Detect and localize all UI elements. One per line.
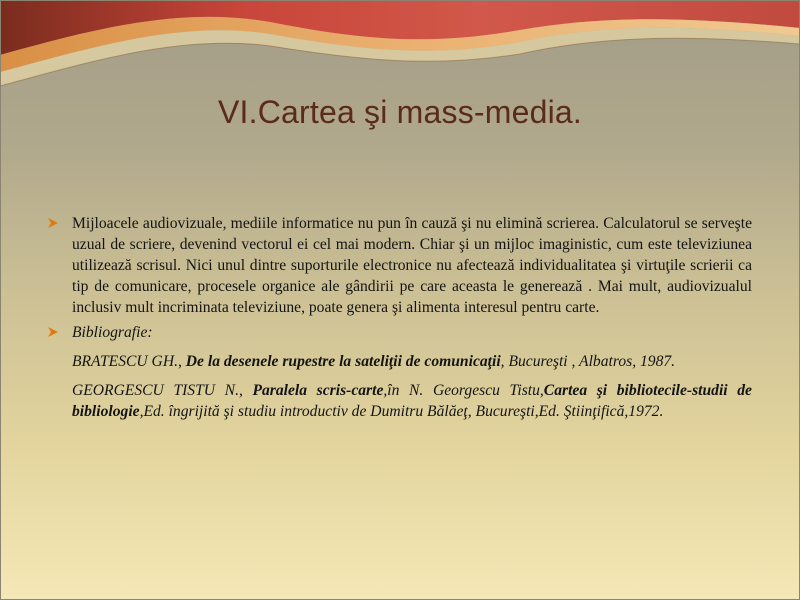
reference-author: GEORGESCU TISTU N., xyxy=(72,382,253,399)
reference-source-title: Cartea şi bibliotecile-studii de bibliologie xyxy=(72,382,752,420)
reference-item xyxy=(47,351,752,372)
bullet-item-main xyxy=(47,213,752,318)
reference-details: ,Ed. îngrijită şi studiu introductiv de Dumitru Bălăeţ, Bucureşti,Ed. Ştiinţifică,1972. xyxy=(139,403,664,420)
decorative-banner xyxy=(0,0,800,100)
bullet-text: Mijloacele audiovizuale, mediile informatice nu pun în cauză şi nu elimină scrierea. Calculatorul se serveşte uzual de scriere, devenind vectorul ei cel mai modern. Chiar şi un mijloc imaginistic, cum este televiziunea utilizează scrisul. Nici unul dintre suporturile electronice nu afectează individualitatea şi virtuţile scrierii ca tip de comunicare, procesele organice ale gândirii pe care aceasta le generează . Mai mult, audiovizualul inclusiv mult incriminata televiziune, poate genera şi alimenta interesul pentru carte. xyxy=(72,215,752,316)
bullet-item-bibliography xyxy=(47,322,752,343)
reference-item xyxy=(47,380,752,422)
reference-title: Paralela scris-carte xyxy=(252,382,384,399)
reference-author: BRATESCU GH., xyxy=(72,353,186,370)
slide-content xyxy=(47,213,752,422)
reference-source: ,în N. Georgescu Tistu, xyxy=(383,382,544,399)
arrow-bullet-icon xyxy=(47,326,59,338)
bibliography-heading: Bibliografie: xyxy=(72,324,153,341)
reference-title: De la desenele rupestre la sateliţii de comunicaţii xyxy=(185,353,501,370)
slide-title: VI.Cartea şi mass-media. xyxy=(217,94,583,130)
arrow-bullet-icon xyxy=(47,217,59,229)
reference-details: , Bucureşti , Albatros, 1987. xyxy=(500,353,676,370)
